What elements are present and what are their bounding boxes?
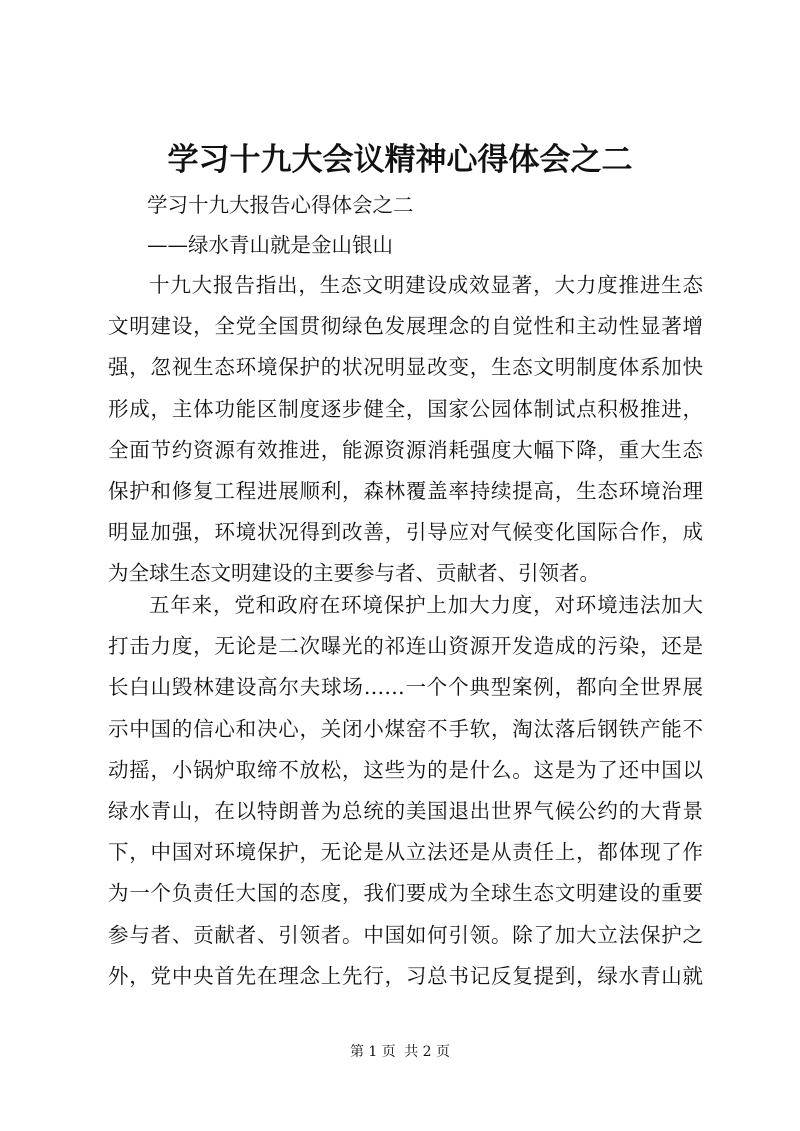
document-subtitle: 学习十九大报告心得体会之二 [147,193,414,217]
paragraph-2 [108,585,703,997]
paragraph-line: 强，忽视生态环境保护的状况明显改变，生态文明制度体系加快 [108,355,703,380]
document-title: 学习十九大会议精神心得体会之二 [167,142,633,178]
paragraph-line: 动摇，小锅炉取缔不放松，这些为的是什么。这是为了还中国以 [108,757,703,782]
paragraph-line: 示中国的信心和决心，关闭小煤窑不手软，淘汰落后钢铁产能不 [108,716,703,741]
paragraph-1 [108,265,703,595]
paragraph-line: 打击力度，无论是二次曝光的祁连山资源开发造成的污染，还是 [108,634,703,659]
paragraph-line: 外，党中央首先在理念上先行，习总书记反复提到，绿水青山就 [108,963,703,988]
page-number: 第 1 页 [349,1044,396,1060]
paragraph-line: 绿水青山，在以特朗普为总统的美国退出世界气候公约的大背景 [108,798,703,823]
paragraph-line: 形成，主体功能区制度逐步健全，国家公园体制试点积极推进， [108,396,703,421]
paragraph-line: 为全球生态文明建设的主要参与者、贡献者、引领者。 [108,561,600,586]
paragraph-line: 明显加强，环境状况得到改善，引导应对气候变化国际合作，成 [108,520,703,545]
page-total: 共 2 页 [404,1044,451,1060]
paragraph-line: 十九大报告指出，生态文明建设成效显著，大力度推进生态 [149,273,703,297]
paragraph-line: 参与者、贡献者、引领者。中国如何引领。除了加大立法保护之 [108,922,703,947]
paragraph-line: 保护和修复工程进展顺利，森林覆盖率持续提高，生态环境治理 [108,478,703,503]
paragraph-line: 下，中国对环境保护，无论是从立法还是从责任上，都体现了作 [108,840,703,865]
paragraph-line: 全面节约资源有效推进，能源资源消耗强度大幅下降，重大生态 [108,437,703,462]
document-subtitle-tagline: ——绿水青山就是金山银山 [147,233,393,257]
paragraph-line: 五年来，党和政府在环境保护上加大力度，对环境违法加大 [149,593,703,617]
paragraph-line: 为一个负责任大国的态度，我们要成为全球生态文明建设的重要 [108,881,703,906]
page-footer [0,1042,800,1062]
paragraph-line: 文明建设，全党全国贯彻绿色发展理念的自觉性和主动性显著增 [108,314,703,339]
paragraph-line: 长白山毁林建设高尔夫球场……一个个典型案例，都向全世界展 [108,675,703,700]
